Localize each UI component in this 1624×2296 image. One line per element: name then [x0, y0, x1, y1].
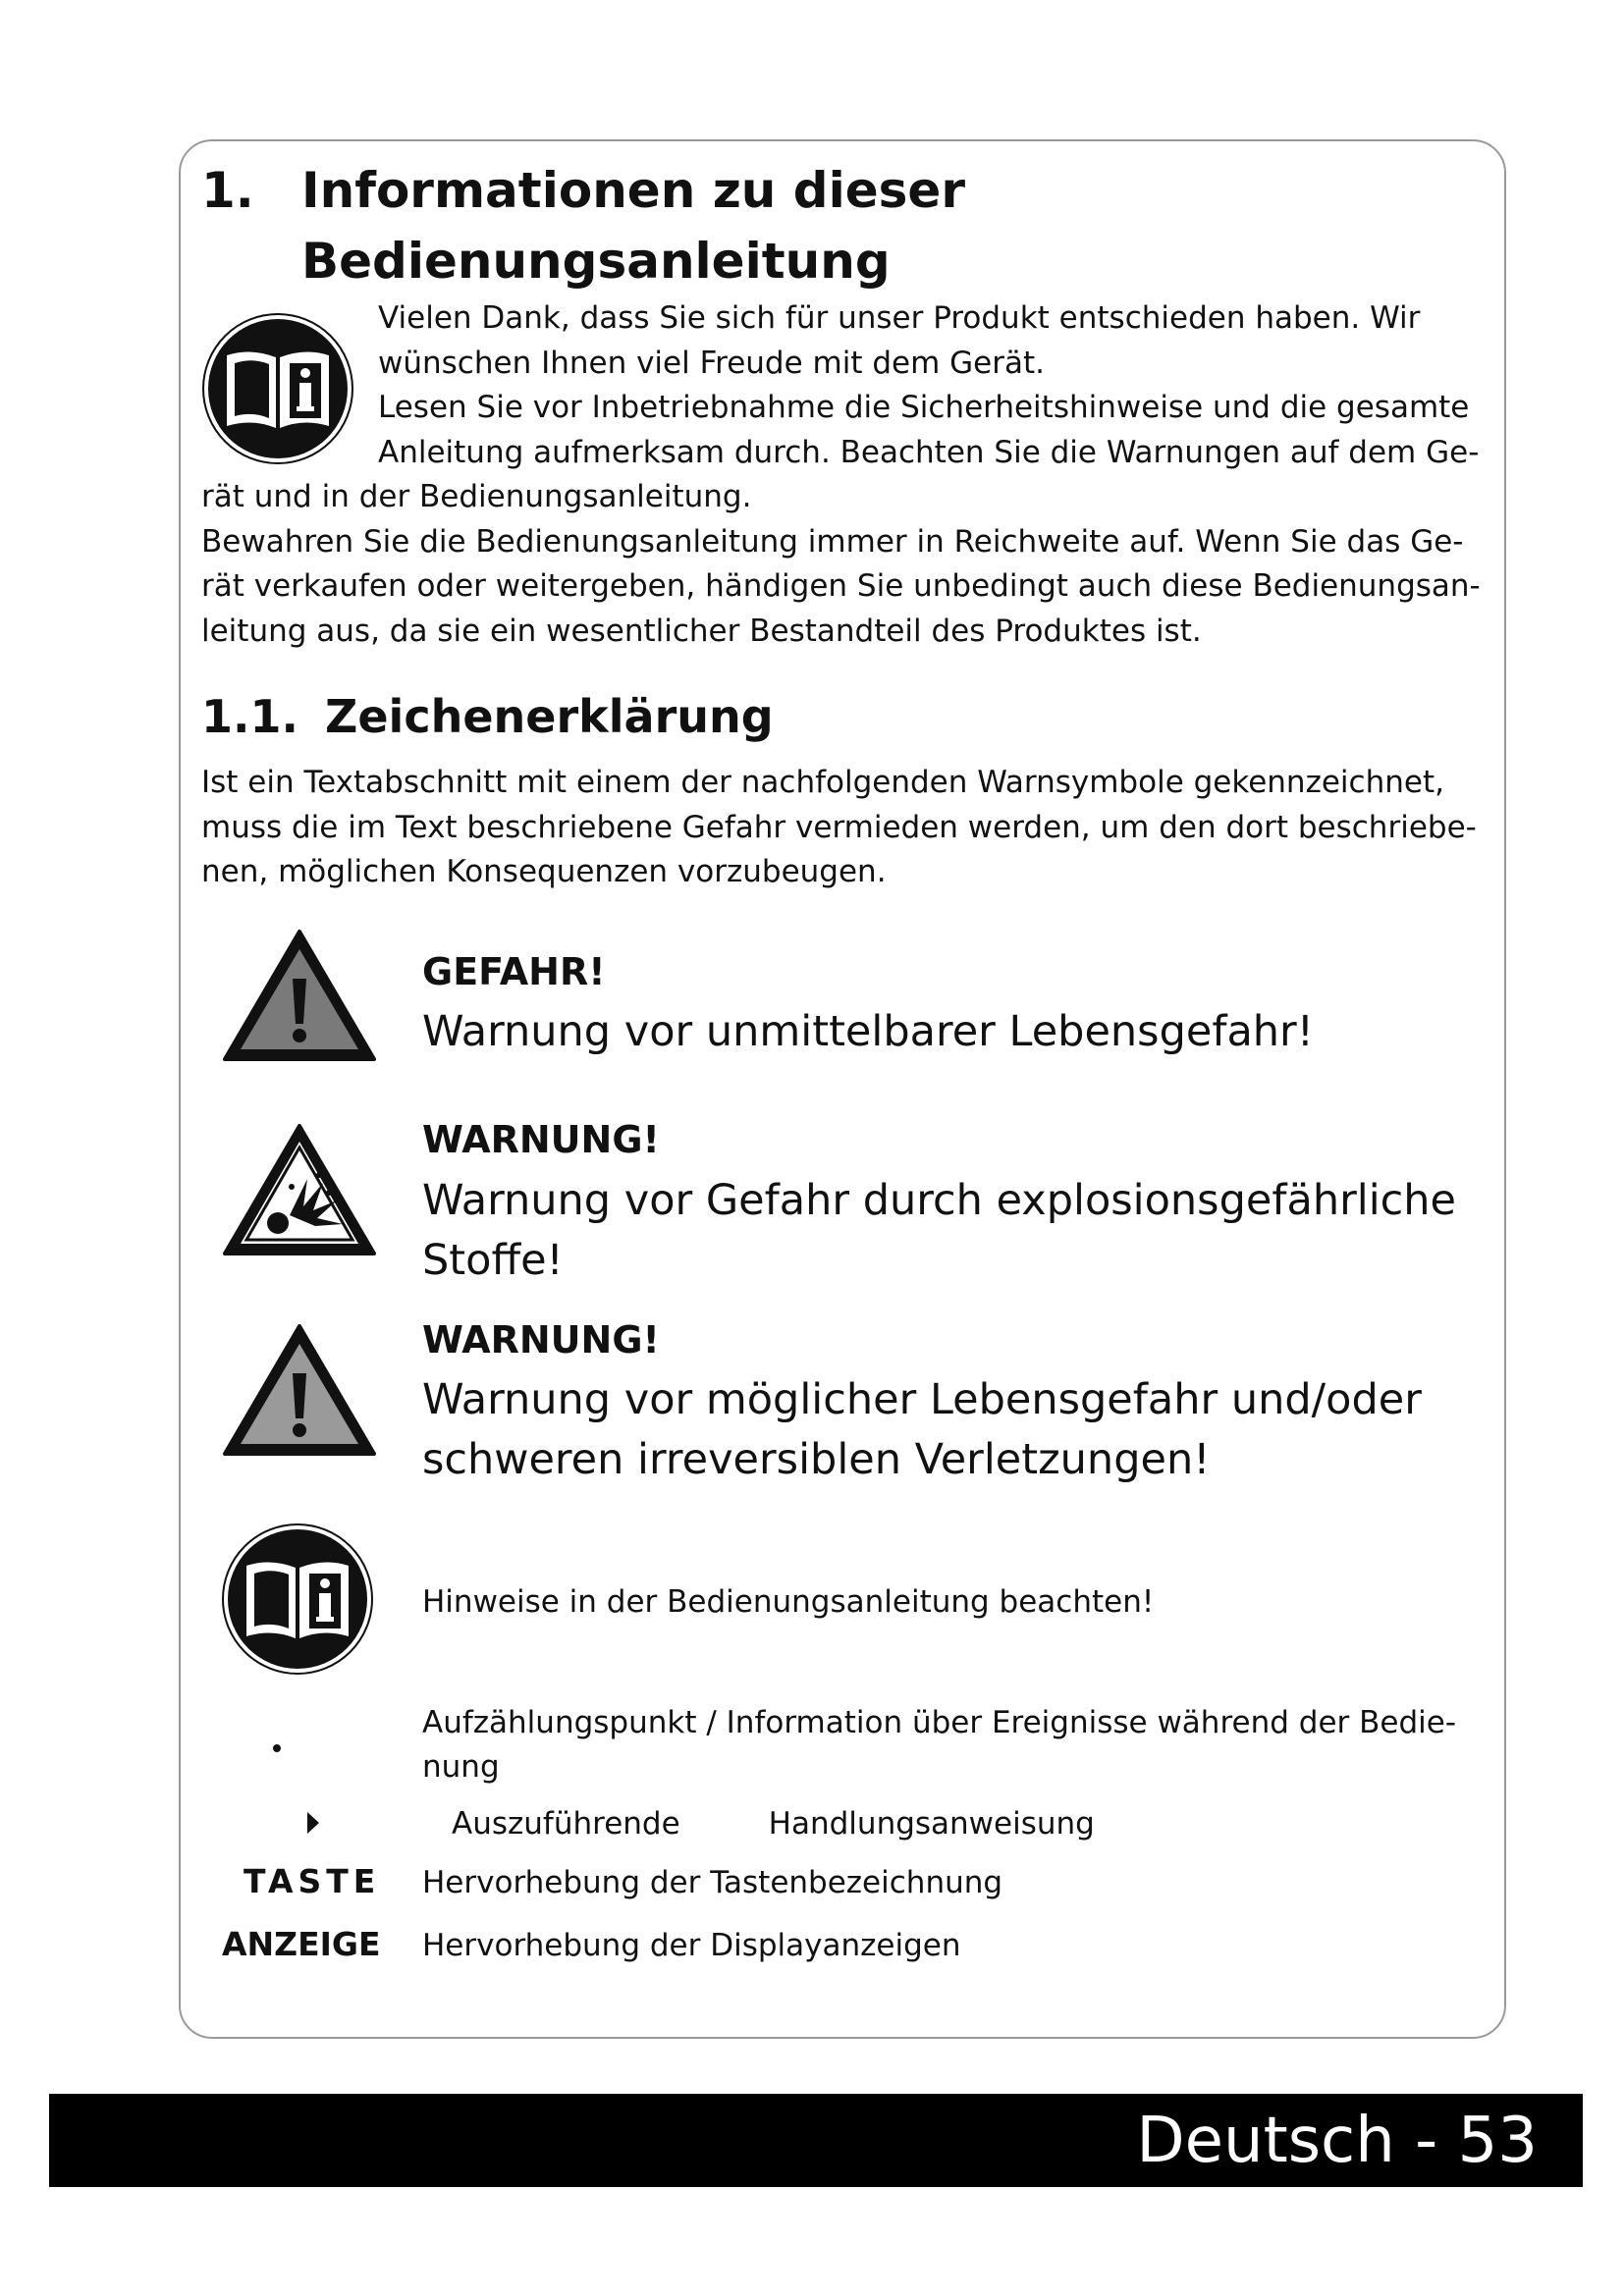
subsection-number: 1.1.: [201, 690, 298, 743]
display-label: ANZEIGE: [222, 1925, 381, 1963]
symbol-title: WARNUNG!: [422, 1118, 660, 1161]
subsection-heading: [201, 685, 774, 748]
footer-bar: [49, 2094, 1583, 2187]
intro-line: Anleitung aufmerksam durch. Beachten Sie die Warnungen auf dem Ge-: [378, 434, 1480, 470]
symbol-title: WARNUNG!: [422, 1318, 660, 1362]
arrow-right-icon: [307, 1812, 319, 1834]
section-title-line2: Bedienungsanleitung: [301, 233, 891, 290]
intro-line: wünschen Ihnen viel Freude mit dem Gerät.: [378, 345, 1046, 381]
section-number: 1.: [201, 162, 254, 219]
symbol-description: [422, 1171, 1483, 1291]
symbol-description-line: Stoffe!: [422, 1236, 564, 1285]
symbol-description-line: Warnung vor möglicher Lebensgefahr und/oder: [422, 1375, 1422, 1424]
general-warning-icon: [221, 1322, 378, 1460]
legend-intro-line: nen, möglichen Konsequenzen vorzubeugen.: [201, 854, 887, 889]
symbol-description: [422, 1002, 1483, 1062]
symbol-title: GEFAHR!: [422, 950, 606, 993]
legend-intro-line: Ist ein Textabschnitt mit einem der nachfolgenden Warnsymbole gekennzeichnet,: [201, 765, 1444, 800]
section-title-line1: Informationen zu dieser: [301, 162, 965, 219]
intro-line: Lesen Sie vor Inbetriebnahme die Sicherheitshinweise und die gesamte: [378, 390, 1470, 425]
key-label: TASTE: [244, 1862, 381, 1900]
intro-line: rät und in der Bedienungsanleitung.: [201, 479, 752, 514]
symbol-description-line: Warnung vor Gefahr durch explosionsgefährliche: [422, 1176, 1456, 1225]
subsection-title: Zeichenerklärung: [325, 690, 774, 743]
explosive-warning-icon: [221, 1122, 378, 1259]
bullet-symbol: [273, 1744, 281, 1752]
manual-info-icon: [221, 1522, 374, 1676]
legend-intro-paragraph: [201, 761, 1488, 895]
page-number: Deutsch - 53: [1136, 2105, 1538, 2177]
symbol-description: [422, 1580, 1483, 1625]
arrow-description-word: Handlungsanweisung: [768, 1806, 1095, 1842]
intro-line: rät verkaufen oder weitergeben, händigen Sie unbedingt auch diese Bedienungsan-: [201, 568, 1481, 604]
intro-line: leitung aus, da sie ein wesentlicher Bestandteil des Produktes ist.: [201, 613, 1202, 649]
bullet-description-line: Aufzählungspunkt / Information über Ereignisse während der Bedie-: [422, 1705, 1457, 1740]
symbol-description-line: Hinweise in der Bedienungsanleitung beachten!: [422, 1584, 1155, 1620]
bullet-description: [422, 1701, 1483, 1789]
symbol-description: [422, 1370, 1483, 1490]
legend-intro-line: muss die im Text beschriebene Gefahr vermieden werden, um den dort beschriebe-: [201, 809, 1477, 845]
intro-paragraph: [201, 296, 1488, 654]
arrow-description: [452, 1802, 1512, 1846]
intro-line: Bewahren Sie die Bedienungsanleitung immer in Reichweite auf. Wenn Sie das Ge-: [201, 523, 1464, 560]
bullet-description-line: nung: [422, 1749, 500, 1785]
display-description: Hervorhebung der Displayanzeigen: [422, 1928, 961, 1963]
section-heading: [201, 155, 965, 296]
key-description: Hervorhebung der Tastenbezeichnung: [422, 1865, 1003, 1900]
danger-warning-icon: [221, 928, 378, 1065]
arrow-description-word: Auszuführende: [452, 1806, 680, 1842]
symbol-description-line: Warnung vor unmittelbarer Lebensgefahr!: [422, 1007, 1314, 1056]
intro-line: Vielen Dank, dass Sie sich für unser Produkt entschieden haben. Wir: [378, 300, 1421, 336]
symbol-description-line: schweren irreversiblen Verletzungen!: [422, 1435, 1211, 1484]
